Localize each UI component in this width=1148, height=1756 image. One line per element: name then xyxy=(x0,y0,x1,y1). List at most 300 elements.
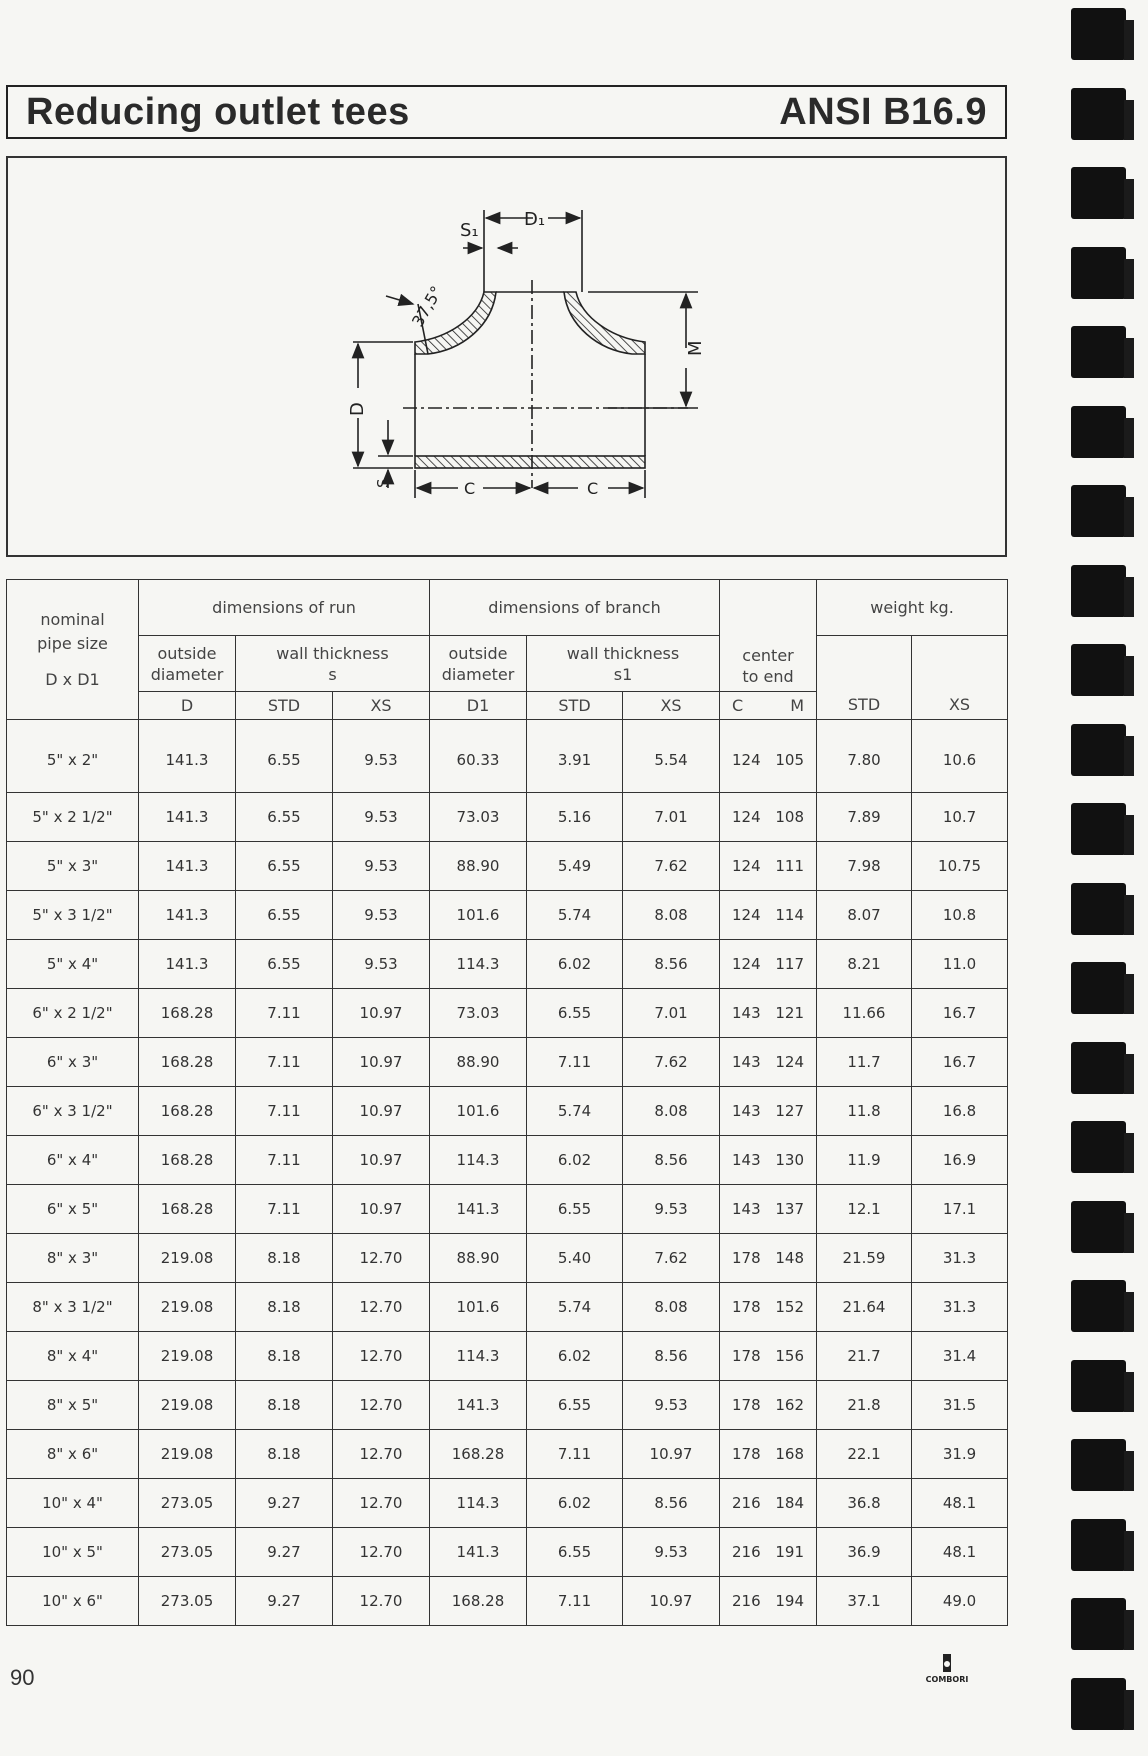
cell-run-xs: 12.70 xyxy=(333,1479,430,1528)
table-row xyxy=(7,989,1008,1038)
cell-c: 143 xyxy=(732,1053,761,1071)
cell-branch-od: 114.3 xyxy=(430,940,527,989)
cell-branch-std: 5.74 xyxy=(527,1283,623,1332)
cell-size: 8" x 5" xyxy=(7,1381,139,1430)
header-c-m xyxy=(720,692,817,720)
cell-run-od: 168.28 xyxy=(139,1038,236,1087)
cell-center-to-end xyxy=(720,842,817,891)
cell-center-to-end xyxy=(720,1038,817,1087)
cell-run-xs: 12.70 xyxy=(333,1332,430,1381)
cell-run-std: 6.55 xyxy=(236,842,333,891)
cell-branch-std: 6.02 xyxy=(527,1332,623,1381)
cell-run-xs: 9.53 xyxy=(333,940,430,989)
cell-size: 10" x 4" xyxy=(7,1479,139,1528)
cell-branch-xs: 8.08 xyxy=(623,891,720,940)
cell-weight-std: 11.7 xyxy=(817,1038,912,1087)
cell-size: 10" x 5" xyxy=(7,1528,139,1577)
binding-ring xyxy=(1071,724,1126,776)
cell-run-xs: 9.53 xyxy=(333,842,430,891)
table-row xyxy=(7,1577,1008,1626)
table-row xyxy=(7,1185,1008,1234)
binding-ring xyxy=(1071,962,1126,1014)
cell-weight-std: 11.8 xyxy=(817,1087,912,1136)
cell-branch-std: 7.11 xyxy=(527,1577,623,1626)
cell-branch-xs: 7.01 xyxy=(623,989,720,1038)
cell-run-xs: 12.70 xyxy=(333,1577,430,1626)
header-run-wt-line2: s xyxy=(328,664,337,684)
cell-c: 124 xyxy=(732,808,761,826)
binding-ring xyxy=(1071,326,1126,378)
cell-size: 6" x 5" xyxy=(7,1185,139,1234)
cell-center-to-end xyxy=(720,1185,817,1234)
header-branch-od xyxy=(430,636,527,692)
cell-run-std: 8.18 xyxy=(236,1381,333,1430)
cell-c: 178 xyxy=(732,1396,761,1414)
cell-size: 6" x 4" xyxy=(7,1136,139,1185)
cell-branch-xs: 7.62 xyxy=(623,1038,720,1087)
cell-run-std: 6.55 xyxy=(236,793,333,842)
brand-text: COMBORI xyxy=(925,1675,969,1684)
cell-center-to-end xyxy=(720,940,817,989)
cell-c: 124 xyxy=(732,955,761,973)
cell-c: 178 xyxy=(732,1445,761,1463)
cell-c: 143 xyxy=(732,1004,761,1022)
cell-m: 191 xyxy=(775,1543,805,1561)
cell-weight-std: 36.8 xyxy=(817,1479,912,1528)
cell-weight-xs: 31.5 xyxy=(912,1381,1008,1430)
label-c-left: C xyxy=(464,479,476,498)
cell-weight-std: 7.89 xyxy=(817,793,912,842)
cell-m: 117 xyxy=(775,955,805,973)
table-row xyxy=(7,940,1008,989)
cell-run-od: 141.3 xyxy=(139,720,236,793)
cell-run-xs: 10.97 xyxy=(333,1038,430,1087)
cell-branch-xs: 8.08 xyxy=(623,1283,720,1332)
table-row xyxy=(7,1430,1008,1479)
header-c: C xyxy=(732,696,744,715)
header-branch-od-line1: outside xyxy=(448,643,508,663)
cell-center-to-end xyxy=(720,1381,817,1430)
cell-run-od: 141.3 xyxy=(139,793,236,842)
dimensions-table-wrap xyxy=(6,579,1007,1642)
cell-branch-od: 114.3 xyxy=(430,1332,527,1381)
cell-size: 5" x 2" xyxy=(7,720,139,793)
cell-run-xs: 12.70 xyxy=(333,1430,430,1479)
cell-run-std: 8.18 xyxy=(236,1430,333,1479)
cell-c: 216 xyxy=(732,1543,761,1561)
cell-weight-std: 11.9 xyxy=(817,1136,912,1185)
cell-center-to-end xyxy=(720,1234,817,1283)
cell-run-std: 7.11 xyxy=(236,1038,333,1087)
cell-center-to-end xyxy=(720,793,817,842)
cell-weight-std: 21.8 xyxy=(817,1381,912,1430)
cell-run-xs: 9.53 xyxy=(333,720,430,793)
cell-branch-od: 168.28 xyxy=(430,1577,527,1626)
cell-branch-xs: 8.56 xyxy=(623,940,720,989)
header-branch-od-line2: diameter xyxy=(441,664,515,684)
cell-weight-xs: 31.3 xyxy=(912,1283,1008,1332)
cell-size: 8" x 3 1/2" xyxy=(7,1283,139,1332)
header-nominal-line3: D x D1 xyxy=(45,669,100,689)
cell-branch-xs: 10.97 xyxy=(623,1430,720,1479)
cell-size: 10" x 6" xyxy=(7,1577,139,1626)
cell-run-xs: 12.70 xyxy=(333,1234,430,1283)
cell-branch-od: 73.03 xyxy=(430,989,527,1038)
table-row xyxy=(7,1038,1008,1087)
cell-branch-xs: 7.62 xyxy=(623,842,720,891)
cell-run-std: 9.27 xyxy=(236,1528,333,1577)
title-bar xyxy=(6,85,1007,139)
cell-weight-std: 37.1 xyxy=(817,1577,912,1626)
cell-c: 143 xyxy=(732,1200,761,1218)
cell-branch-od: 141.3 xyxy=(430,1185,527,1234)
label-s1: S₁ xyxy=(460,220,479,241)
cell-weight-xs: 16.8 xyxy=(912,1087,1008,1136)
cell-run-std: 9.27 xyxy=(236,1479,333,1528)
header-weight: weight kg. xyxy=(817,580,1008,636)
cell-run-od: 141.3 xyxy=(139,891,236,940)
cell-c: 143 xyxy=(732,1102,761,1120)
binding-ring xyxy=(1071,565,1126,617)
header-branch-wt xyxy=(527,636,720,692)
cell-weight-xs: 10.6 xyxy=(912,720,1008,793)
cell-branch-std: 7.11 xyxy=(527,1038,623,1087)
cell-weight-xs: 10.8 xyxy=(912,891,1008,940)
cell-center-to-end xyxy=(720,1479,817,1528)
cell-size: 8" x 6" xyxy=(7,1430,139,1479)
cell-m: 168 xyxy=(775,1445,805,1463)
table-body xyxy=(7,720,1008,1626)
cell-run-std: 7.11 xyxy=(236,989,333,1038)
page-number: 90 xyxy=(10,1665,35,1690)
cell-branch-xs: 7.62 xyxy=(623,1234,720,1283)
label-c-right: C xyxy=(587,479,599,498)
cell-run-std: 8.18 xyxy=(236,1283,333,1332)
table-row xyxy=(7,1283,1008,1332)
cell-branch-std: 6.02 xyxy=(527,1136,623,1185)
label-s: S xyxy=(374,478,392,488)
cell-branch-od: 101.6 xyxy=(430,1283,527,1332)
header-run-wt xyxy=(236,636,430,692)
binding-ring xyxy=(1071,485,1126,537)
header-run-od xyxy=(139,636,236,692)
cell-m: 137 xyxy=(775,1200,805,1218)
cell-branch-std: 5.74 xyxy=(527,891,623,940)
cell-branch-xs: 9.53 xyxy=(623,1381,720,1430)
binding-ring xyxy=(1071,803,1126,855)
cell-c: 216 xyxy=(732,1592,761,1610)
cell-branch-od: 101.6 xyxy=(430,1087,527,1136)
cell-run-od: 219.08 xyxy=(139,1283,236,1332)
cell-weight-std: 7.80 xyxy=(817,720,912,793)
cell-weight-xs: 16.7 xyxy=(912,989,1008,1038)
cell-branch-std: 3.91 xyxy=(527,720,623,793)
header-center-line1: center xyxy=(742,646,794,665)
cell-m: 184 xyxy=(775,1494,805,1512)
binding-ring xyxy=(1071,1439,1126,1491)
binding-ring xyxy=(1071,1280,1126,1332)
header-center-line2: to end xyxy=(742,667,794,686)
cell-run-xs: 10.97 xyxy=(333,1136,430,1185)
label-angle: 37,5° xyxy=(408,282,447,330)
cell-weight-xs: 49.0 xyxy=(912,1577,1008,1626)
cell-c: 124 xyxy=(732,857,761,875)
cell-run-xs: 9.53 xyxy=(333,793,430,842)
header-run-od-line1: outside xyxy=(157,643,217,663)
brand-logo-mark xyxy=(918,1654,976,1686)
cell-c: 216 xyxy=(732,1494,761,1512)
cell-run-od: 141.3 xyxy=(139,940,236,989)
table-row xyxy=(7,720,1008,793)
header-center-to-end xyxy=(720,580,817,692)
cell-c: 178 xyxy=(732,1298,761,1316)
cell-m: 156 xyxy=(775,1347,805,1365)
cell-weight-std: 8.21 xyxy=(817,940,912,989)
cell-branch-xs: 10.97 xyxy=(623,1577,720,1626)
cell-weight-xs: 11.0 xyxy=(912,940,1008,989)
cell-run-std: 7.11 xyxy=(236,1087,333,1136)
cell-branch-od: 60.33 xyxy=(430,720,527,793)
table-row xyxy=(7,1528,1008,1577)
binding-ring xyxy=(1071,1598,1126,1650)
binding-ring xyxy=(1071,1519,1126,1571)
cell-c: 178 xyxy=(732,1347,761,1365)
cell-run-od: 219.08 xyxy=(139,1234,236,1283)
cell-branch-od: 101.6 xyxy=(430,891,527,940)
binding-ring xyxy=(1071,883,1126,935)
cell-branch-std: 5.49 xyxy=(527,842,623,891)
cell-weight-std: 21.59 xyxy=(817,1234,912,1283)
cell-center-to-end xyxy=(720,1577,817,1626)
cell-branch-std: 6.55 xyxy=(527,1185,623,1234)
cell-weight-std: 11.66 xyxy=(817,989,912,1038)
cell-branch-xs: 5.54 xyxy=(623,720,720,793)
cell-branch-od: 88.90 xyxy=(430,1234,527,1283)
cell-weight-xs: 16.9 xyxy=(912,1136,1008,1185)
header-weight-std: STD xyxy=(817,636,912,720)
cell-m: 152 xyxy=(775,1298,805,1316)
spiral-binding xyxy=(1065,0,1148,1756)
cell-branch-xs: 8.56 xyxy=(623,1479,720,1528)
header-d1: D1 xyxy=(430,692,527,720)
cell-run-od: 168.28 xyxy=(139,989,236,1038)
cell-weight-std: 7.98 xyxy=(817,842,912,891)
label-m: M xyxy=(685,340,706,356)
cell-size: 8" x 4" xyxy=(7,1332,139,1381)
cell-branch-std: 6.55 xyxy=(527,989,623,1038)
binding-ring xyxy=(1071,167,1126,219)
cell-branch-od: 73.03 xyxy=(430,793,527,842)
cell-size: 5" x 4" xyxy=(7,940,139,989)
cell-c: 178 xyxy=(732,1249,761,1267)
cell-branch-std: 5.74 xyxy=(527,1087,623,1136)
header-run-od-line2: diameter xyxy=(150,664,224,684)
header-branch: dimensions of branch xyxy=(430,580,720,636)
cell-run-std: 6.55 xyxy=(236,940,333,989)
cell-run-std: 9.27 xyxy=(236,1577,333,1626)
binding-ring xyxy=(1071,1360,1126,1412)
binding-ring xyxy=(1071,406,1126,458)
cell-m: 130 xyxy=(775,1151,805,1169)
cell-run-xs: 10.97 xyxy=(333,989,430,1038)
header-run-xs: XS xyxy=(333,692,430,720)
binding-ring xyxy=(1071,1678,1126,1730)
cell-c: 124 xyxy=(732,906,761,924)
cell-branch-std: 6.55 xyxy=(527,1528,623,1577)
table-row xyxy=(7,793,1008,842)
cell-weight-std: 21.64 xyxy=(817,1283,912,1332)
table-row xyxy=(7,1234,1008,1283)
cell-branch-xs: 8.56 xyxy=(623,1136,720,1185)
header-nominal-line1: nominal xyxy=(40,609,105,629)
cell-run-std: 7.11 xyxy=(236,1185,333,1234)
cell-size: 5" x 3" xyxy=(7,842,139,891)
header-branch-xs: XS xyxy=(623,692,720,720)
cell-run-std: 6.55 xyxy=(236,891,333,940)
table-row xyxy=(7,1136,1008,1185)
header-m: M xyxy=(790,696,805,715)
binding-ring xyxy=(1071,1042,1126,1094)
cell-weight-std: 22.1 xyxy=(817,1430,912,1479)
cell-run-std: 8.18 xyxy=(236,1234,333,1283)
cell-weight-xs: 48.1 xyxy=(912,1479,1008,1528)
label-d: D xyxy=(347,402,368,416)
cell-run-od: 168.28 xyxy=(139,1185,236,1234)
binding-ring xyxy=(1071,247,1126,299)
header-d: D xyxy=(139,692,236,720)
cell-m: 105 xyxy=(775,751,805,769)
cell-size: 6" x 3" xyxy=(7,1038,139,1087)
cell-run-std: 7.11 xyxy=(236,1136,333,1185)
tee-diagram xyxy=(6,156,1007,557)
cell-weight-xs: 48.1 xyxy=(912,1528,1008,1577)
cell-m: 108 xyxy=(775,808,805,826)
cell-weight-xs: 16.7 xyxy=(912,1038,1008,1087)
cell-run-od: 219.08 xyxy=(139,1381,236,1430)
binding-ring xyxy=(1071,1201,1126,1253)
cell-run-std: 6.55 xyxy=(236,720,333,793)
header-branch-std: STD xyxy=(527,692,623,720)
cell-branch-xs: 8.08 xyxy=(623,1087,720,1136)
cell-center-to-end xyxy=(720,1528,817,1577)
cell-weight-xs: 17.1 xyxy=(912,1185,1008,1234)
cell-run-od: 273.05 xyxy=(139,1577,236,1626)
cell-branch-std: 6.02 xyxy=(527,940,623,989)
cell-branch-xs: 9.53 xyxy=(623,1185,720,1234)
cell-weight-std: 8.07 xyxy=(817,891,912,940)
cell-run-std: 8.18 xyxy=(236,1332,333,1381)
table-row xyxy=(7,1479,1008,1528)
header-weight-xs: XS xyxy=(912,636,1008,720)
cell-center-to-end xyxy=(720,1087,817,1136)
cell-run-od: 219.08 xyxy=(139,1430,236,1479)
cell-branch-std: 6.55 xyxy=(527,1381,623,1430)
cell-size: 6" x 3 1/2" xyxy=(7,1087,139,1136)
dimensions-table xyxy=(6,579,1008,1626)
binding-ring xyxy=(1071,88,1126,140)
binding-ring xyxy=(1071,1121,1126,1173)
cell-c: 124 xyxy=(732,751,761,769)
cell-center-to-end xyxy=(720,720,817,793)
label-d1: D₁ xyxy=(524,209,546,230)
cell-branch-xs: 9.53 xyxy=(623,1528,720,1577)
header-run-wt-line1: wall thickness xyxy=(276,643,389,663)
cell-m: 127 xyxy=(775,1102,805,1120)
cell-branch-od: 168.28 xyxy=(430,1430,527,1479)
standard-label: ANSI B16.9 xyxy=(779,90,987,133)
cell-weight-std: 36.9 xyxy=(817,1528,912,1577)
cell-weight-xs: 10.75 xyxy=(912,842,1008,891)
page-title: Reducing outlet tees xyxy=(26,90,410,133)
cell-run-xs: 10.97 xyxy=(333,1185,430,1234)
cell-branch-od: 88.90 xyxy=(430,842,527,891)
header-nominal-line2: pipe size xyxy=(37,633,108,653)
cell-branch-std: 7.11 xyxy=(527,1430,623,1479)
cell-weight-std: 12.1 xyxy=(817,1185,912,1234)
cell-center-to-end xyxy=(720,1332,817,1381)
cell-branch-xs: 7.01 xyxy=(623,793,720,842)
cell-run-od: 141.3 xyxy=(139,842,236,891)
table-row xyxy=(7,1381,1008,1430)
cell-center-to-end xyxy=(720,1136,817,1185)
cell-branch-od: 88.90 xyxy=(430,1038,527,1087)
cell-m: 111 xyxy=(775,857,805,875)
header-branch-wt-line1: wall thickness xyxy=(566,643,680,663)
cell-run-od: 168.28 xyxy=(139,1136,236,1185)
cell-branch-od: 114.3 xyxy=(430,1479,527,1528)
cell-branch-od: 141.3 xyxy=(430,1381,527,1430)
cell-run-od: 273.05 xyxy=(139,1479,236,1528)
brand-logo xyxy=(918,1654,976,1686)
cell-branch-std: 6.02 xyxy=(527,1479,623,1528)
cell-branch-std: 5.40 xyxy=(527,1234,623,1283)
cell-m: 121 xyxy=(775,1004,805,1022)
header-run-std: STD xyxy=(236,692,333,720)
cell-m: 114 xyxy=(775,906,805,924)
cell-center-to-end xyxy=(720,1430,817,1479)
cell-m: 162 xyxy=(775,1396,805,1414)
cell-size: 8" x 3" xyxy=(7,1234,139,1283)
cell-branch-od: 114.3 xyxy=(430,1136,527,1185)
cell-run-xs: 10.97 xyxy=(333,1087,430,1136)
cell-center-to-end xyxy=(720,989,817,1038)
cell-run-od: 273.05 xyxy=(139,1528,236,1577)
cell-m: 194 xyxy=(775,1592,805,1610)
cell-run-xs: 12.70 xyxy=(333,1528,430,1577)
cell-run-xs: 12.70 xyxy=(333,1381,430,1430)
cell-center-to-end xyxy=(720,1283,817,1332)
cell-size: 5" x 2 1/2" xyxy=(7,793,139,842)
tee-drawing xyxy=(8,158,1009,559)
cell-c: 143 xyxy=(732,1151,761,1169)
table-row xyxy=(7,1332,1008,1381)
cell-weight-xs: 31.4 xyxy=(912,1332,1008,1381)
table-row xyxy=(7,891,1008,940)
cell-run-od: 168.28 xyxy=(139,1087,236,1136)
cell-branch-xs: 8.56 xyxy=(623,1332,720,1381)
binding-ring xyxy=(1071,644,1126,696)
header-branch-wt-line2: s1 xyxy=(613,664,633,684)
table-row xyxy=(7,842,1008,891)
cell-run-xs: 9.53 xyxy=(333,891,430,940)
cell-center-to-end xyxy=(720,891,817,940)
cell-size: 5" x 3 1/2" xyxy=(7,891,139,940)
cell-weight-xs: 31.3 xyxy=(912,1234,1008,1283)
header-nominal xyxy=(7,580,139,720)
cell-run-od: 219.08 xyxy=(139,1332,236,1381)
cell-weight-xs: 31.9 xyxy=(912,1430,1008,1479)
cell-weight-xs: 10.7 xyxy=(912,793,1008,842)
